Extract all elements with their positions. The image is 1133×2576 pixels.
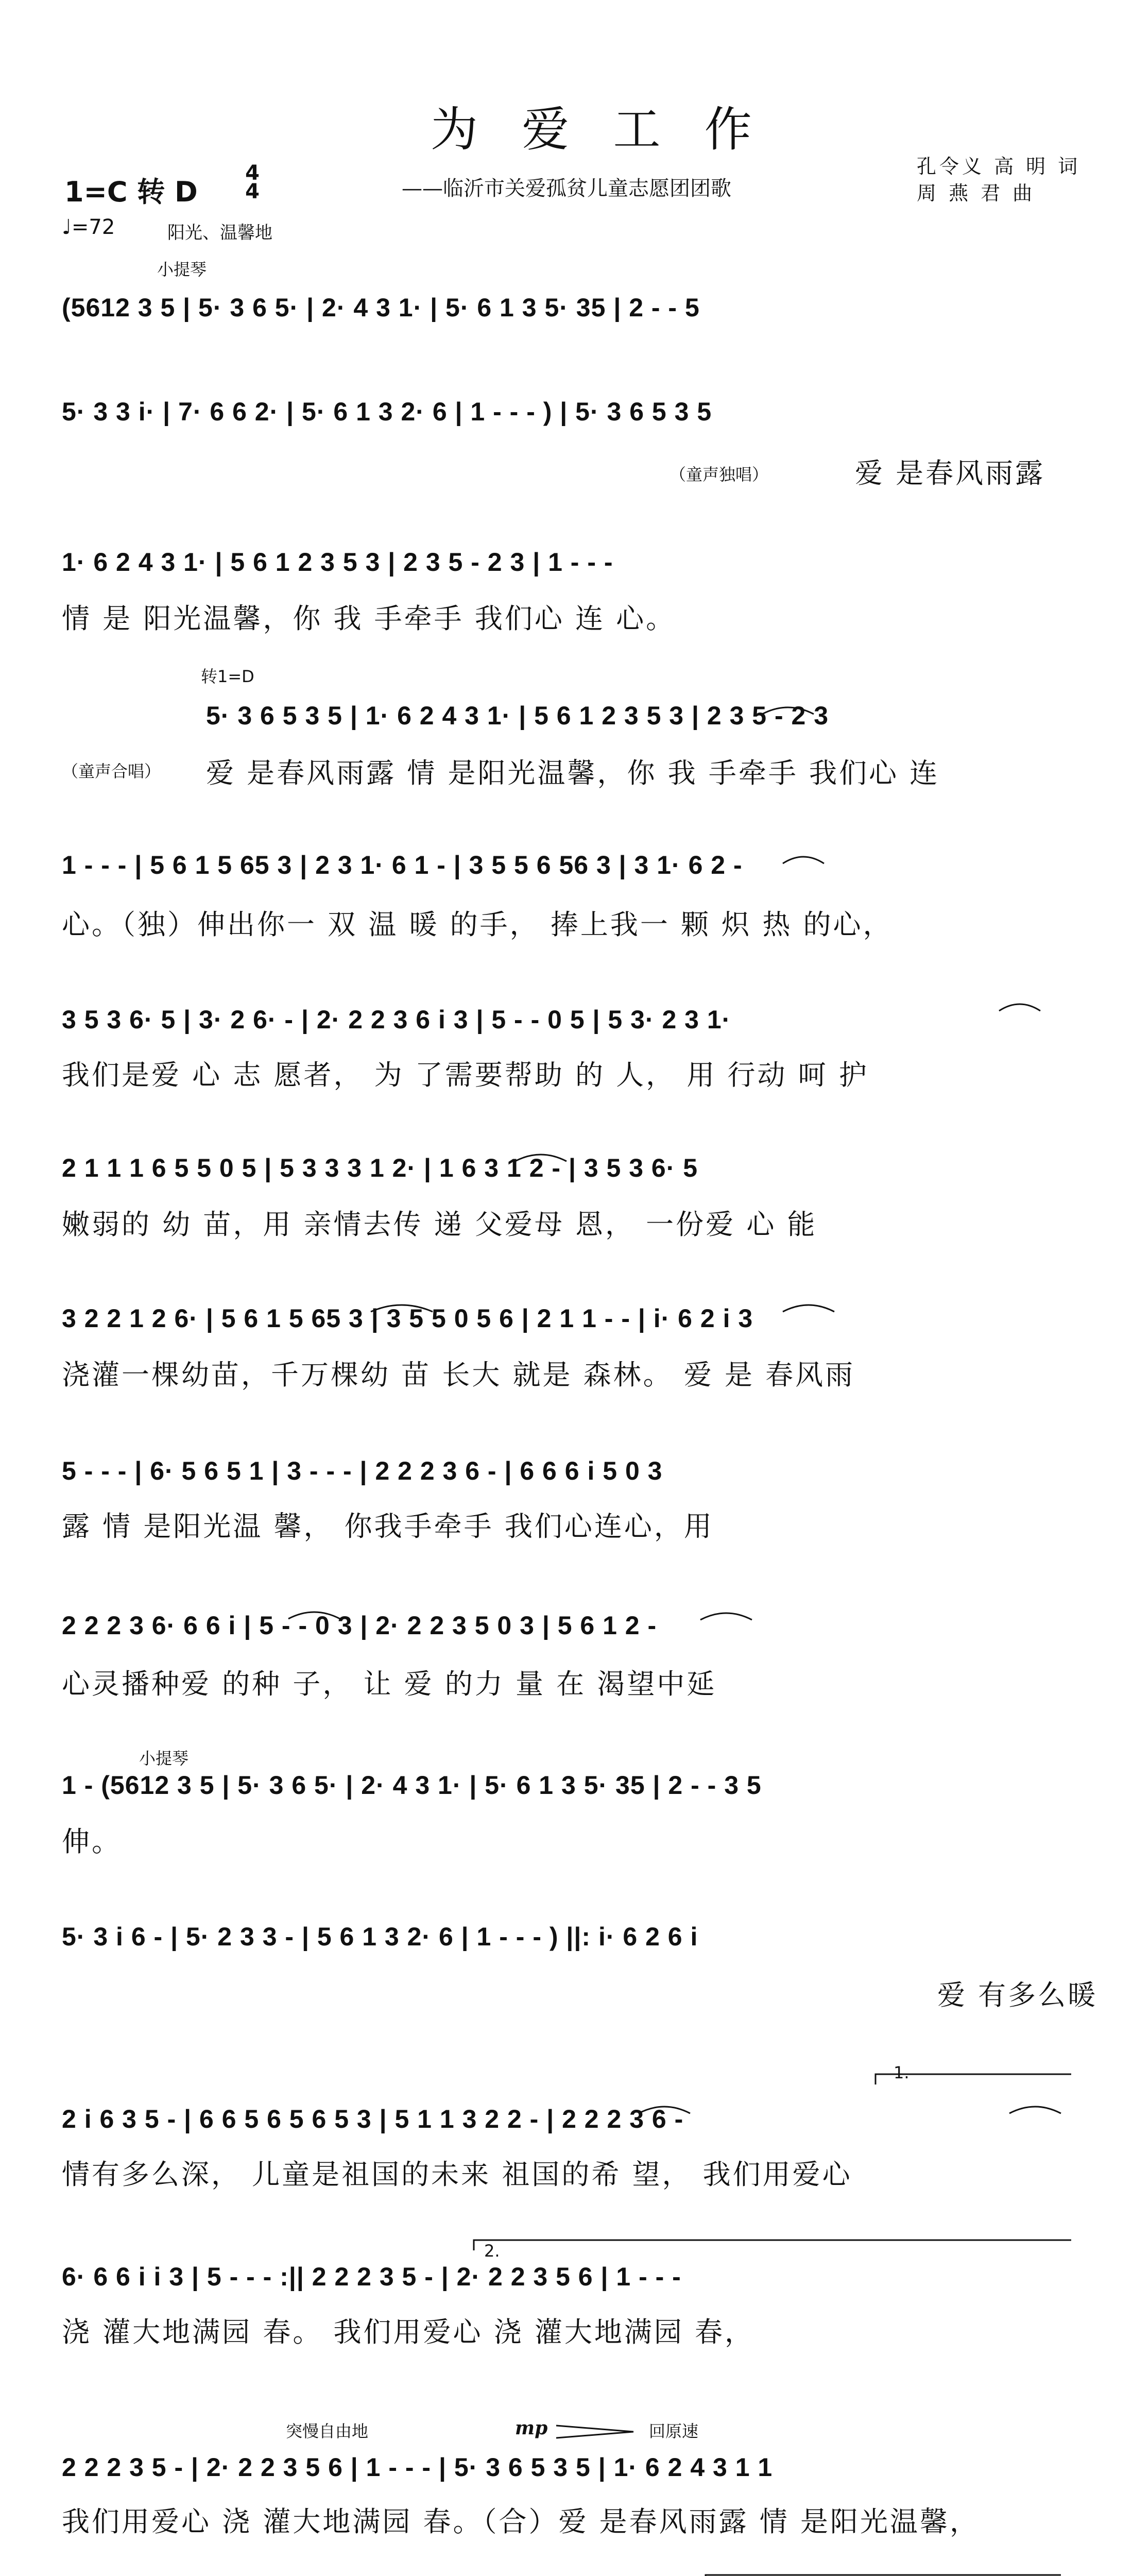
slur-2: [783, 857, 824, 863]
song-title: 为 爱 工 作: [431, 102, 766, 157]
notation-line-2: 5· 3 3 i· | 7· 6 6 2· | 5· 6 1 3 2· 6 | 1 - - - ) | 5· 3 6 5 3 5: [62, 397, 712, 426]
notation-line-4: 5· 3 6 5 3 5 | 1· 6 2 4 3 1· | 5 6 1 2 3 5 3 | 2 3 5 - 2 3: [206, 701, 829, 730]
slur-9: [639, 2107, 690, 2113]
volta-2-marking: 2.: [484, 2241, 500, 2261]
slur-4: [515, 1155, 566, 1161]
slur-7: [288, 1612, 340, 1619]
notation-line-10: 2 2 2 3 6· 6 6 i | 5 - - 0 3 | 2· 2 2 3 5 0 3 | 5 6 1 2 -: [62, 1611, 657, 1640]
song-subtitle: ——临沂市关爱孤贫儿童志愿团团歌: [402, 177, 731, 200]
violin-marking: 小提琴: [157, 260, 207, 279]
dynamic-marking: mp: [515, 2417, 548, 2439]
notation-line-9: 5 - - - | 6· 5 6 5 1 | 3 - - - | 2 2 2 3 6 - | 6 6 6 i 5 0 3: [62, 1456, 663, 1485]
lyrics-line-15: 我们用爱心 浇 灌大地满园 春。（合）爱 是春风雨露 情 是阳光温馨，: [62, 2505, 980, 2538]
volta-2-bracket: [474, 2240, 1071, 2250]
volta-1-bracket: [876, 2074, 1071, 2084]
notation-line-1: (5612 3 5 | 5· 3 6 5· | 2· 4 3 1· | 5· 6 1 3 5· 35 | 2 - - 5: [62, 293, 700, 322]
notation-line-13: 2 i 6 3 5 - | 6 6 5 6 5 6 5 3 | 5 1 1 3 2 2 - | 2 2 2 3 6 -: [62, 2105, 684, 2133]
notation-line-12: 5· 3 i 6 - | 5· 2 3 3 - | 5 6 1 3 2· 6 | 1 - - - ) ||: i· 6 2 6 i: [62, 1922, 698, 1951]
notation-line-11: 1 - (5612 3 5 | 5· 3 6 5· | 2· 4 3 1· | 5· 6 1 3 5· 35 | 2 - - 3 5: [62, 1771, 762, 1800]
notation-line-14: 6· 6 6 i i 3 | 5 - - - :|| 2 2 2 3 5 - | 2· 2 2 3 5 6 | 1 - - -: [62, 2262, 681, 2291]
violin-marking-2: 小提琴: [139, 1749, 189, 1768]
time-signature-digit: 4: [245, 180, 260, 204]
modulation-marking: 转1=D: [201, 667, 254, 686]
expression-marking: 阳光、温馨地: [167, 223, 272, 243]
lyrics-line-9: 露 情 是阳光温 馨， 你我手牵手 我们心连心，用: [62, 1510, 714, 1543]
volta-1-marking: 1.: [894, 2063, 909, 2082]
a-tempo-marking: 回原速: [649, 2421, 699, 2441]
lyrics-line-13: 情有多么深， 儿童是祖国的未来 祖国的希 望， 我们用爱心: [62, 2158, 852, 2191]
lyrics-line-11: 伸。: [62, 1825, 122, 1858]
lyrics-line-6: 我们是爱 心 志 愿者， 为 了需要帮助 的 人， 用 行动 呵 护: [62, 1059, 869, 1091]
lyrics-line-12: 爱 有多么暖: [937, 1979, 1098, 2011]
slur-6: [783, 1305, 834, 1312]
tempo-marking: ♩=72: [62, 215, 115, 239]
slur-3: [999, 1004, 1040, 1011]
composer-credit: 周 燕 君 曲: [917, 182, 1036, 205]
notation-line-15: 2 2 2 3 5 - | 2· 2 2 3 5 6 | 1 - - - | 5· 3 6 5 3 5 | 1· 6 2 4 3 1 1: [62, 2453, 773, 2482]
notation-line-7: 2 1 1 1 6 5 5 0 5 | 5 3 3 3 1 2· | 1 6 3 1 2 - | 3 5 3 6· 5: [62, 1154, 698, 1182]
lyrics-line-3: 情 是 阳光温馨，你 我 手牵手 我们心 连 心。: [62, 602, 676, 635]
key-signature: 1=C 转 D: [64, 176, 198, 208]
lyrics-line-14: 浇 灌大地满园 春。 我们用爱心 浇 灌大地满园 春，: [62, 2316, 754, 2348]
solo-marking: （童声独唱）: [670, 465, 769, 484]
rit-marking: 突慢自由地: [286, 2421, 369, 2441]
notation-line-3: 1· 6 2 4 3 1· | 5 6 1 2 3 5 3 | 2 3 5 - 2 3 | 1 - - -: [62, 548, 613, 577]
slur-5: [371, 1305, 433, 1312]
chorus-marking: （童声合唱）: [62, 761, 161, 781]
slur-8: [700, 1613, 752, 1620]
slur-1: [762, 707, 814, 714]
notation-line-8: 3 2 2 1 2 6· | 5 6 1 5 65 3 | 3 5 5 0 5 6 | 2 1 1 - - | i· 6 2 i 3: [62, 1304, 753, 1333]
lyricist-credit: 孔令义 高 明 词: [917, 155, 1081, 178]
time-signature-digit: 4: [245, 161, 260, 185]
notation-line-5: 1 - - - | 5 6 1 5 65 3 | 2 3 1· 6 1 - | 3 5 5 6 56 3 | 3 1· 6 2 -: [62, 851, 743, 879]
decrescendo-hairpin: [556, 2426, 633, 2438]
slur-10: [1009, 2107, 1061, 2113]
lyrics-line-4: 爱 是春风雨露 情 是阳光温馨，你 我 手牵手 我们心 连: [206, 757, 940, 789]
lyrics-line-7: 嫩弱的 幼 苗，用 亲情去传 递 父爱母 恩， 一份爱 心 能: [62, 1208, 817, 1241]
notation-line-6: 3 5 3 6· 5 | 3· 2 6· - | 2· 2 2 3 6 i 3 | 5 - - 0 5 | 5 3· 2 3 1·: [62, 1005, 731, 1034]
lyrics-line-10: 心灵播种爱 的种 子， 让 爱 的力 量 在 渴望中延: [62, 1668, 717, 1700]
lyrics-line-2: 爱 是春风雨露: [855, 457, 1045, 489]
lyrics-line-5: 心。（独）伸出你一 双 温 暖 的手， 捧上我一 颗 炽 热 的心，: [62, 908, 893, 941]
lyrics-line-8: 浇灌一棵幼苗，千万棵幼 苗 长大 就是 森林。 爱 是 春风雨: [62, 1359, 855, 1391]
